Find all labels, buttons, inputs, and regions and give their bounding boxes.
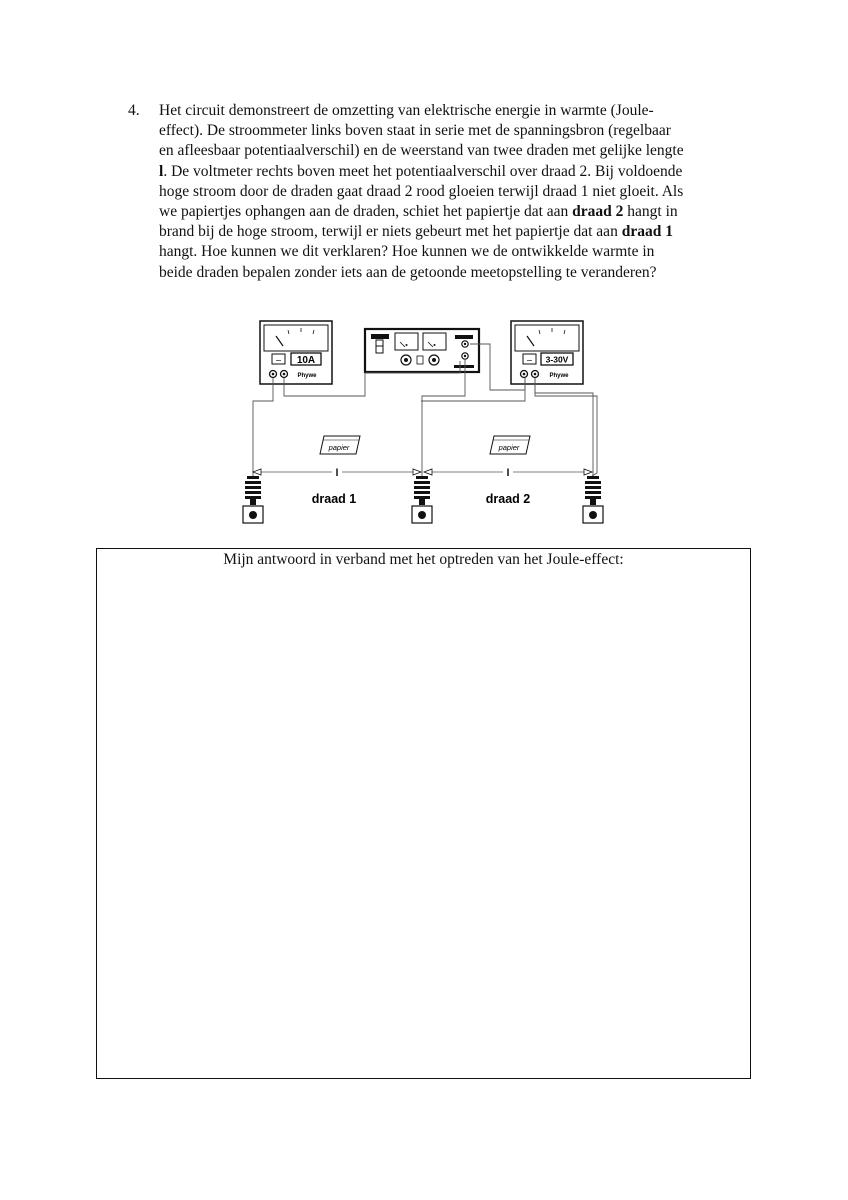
question-line — [159, 222, 765, 242]
question-run: Het circuit demonstreert de omzetting van elektrische energie in warmte (Joule- — [159, 102, 654, 119]
length-marker-right — [424, 466, 592, 479]
question-run: hangt in — [623, 203, 678, 221]
question-run: hoge stroom door de draden gaat draad 2 rood gloeien terwijl draad 1 niet gloeit. Als — [159, 182, 684, 200]
answer-box[interactable] — [96, 548, 751, 1079]
ammeter-minus: – — [275, 354, 282, 365]
power-supply — [365, 329, 479, 372]
stand-right — [583, 476, 603, 523]
length-label-left: l — [335, 468, 339, 479]
ammeter — [260, 321, 332, 384]
ammeter-brand: Phywe — [297, 373, 317, 379]
voltmeter-brand: Phywe — [549, 373, 569, 379]
question-text — [159, 101, 765, 283]
question-run: . De voltmeter rechts boven meet het potentiaalverschil over draad 2. Bij voldoende — [163, 162, 683, 180]
circuit-figure — [228, 316, 620, 528]
paper-left — [320, 436, 360, 454]
length-marker-left — [253, 466, 421, 479]
question-bold-run: draad 2 — [572, 203, 624, 221]
paper-right — [490, 436, 530, 454]
paper-label-right: papier — [498, 443, 520, 452]
question-bold-run: draad 1 — [621, 223, 673, 241]
stand-middle — [412, 476, 432, 523]
question-run: brand bij de hoge stroom, terwijl er niets gebeurt met het papiertje dat aan — [159, 223, 622, 241]
voltmeter — [511, 321, 583, 384]
question-line — [159, 162, 765, 182]
question-run: hangt. Hoe kunnen we dit verklaren? Hoe kunnen we de ontwikkelde warmte in — [159, 243, 655, 261]
question-number: 4. — [128, 102, 140, 119]
answer-title: Mijn antwoord in verband met het optreden van het Joule-effect: — [223, 551, 624, 568]
question-run: en afleesbaar potentiaalverschil) en de weerstand van twee draden met gelijke lengte — [159, 142, 684, 160]
wire-2-label: draad 2 — [485, 492, 531, 506]
voltmeter-minus: – — [526, 354, 533, 365]
question-run: effect). De stroommeter links boven staat in serie met de spanningsbron (regelbaar — [159, 122, 671, 140]
stand-left — [243, 476, 263, 523]
length-label-right: l — [506, 468, 510, 479]
question-bold-run: l — [159, 162, 164, 180]
question-line — [159, 141, 765, 161]
question-line — [159, 101, 765, 121]
voltmeter-range: 3-30V — [545, 354, 569, 365]
paper-label-left: papier — [328, 443, 350, 452]
wire-1-label: draad 1 — [311, 492, 357, 506]
question-line — [159, 182, 765, 202]
question-line — [159, 242, 765, 262]
ammeter-range: 10A — [296, 355, 316, 366]
question-line — [159, 202, 765, 222]
question-line — [159, 121, 765, 141]
question-run: we papiertjes ophangen aan de draden, schiet het papiertje dat aan — [159, 203, 573, 221]
question-run: beide draden bepalen zonder iets aan de getoonde meetopstelling te veranderen? — [159, 263, 657, 281]
question-line — [159, 263, 765, 283]
